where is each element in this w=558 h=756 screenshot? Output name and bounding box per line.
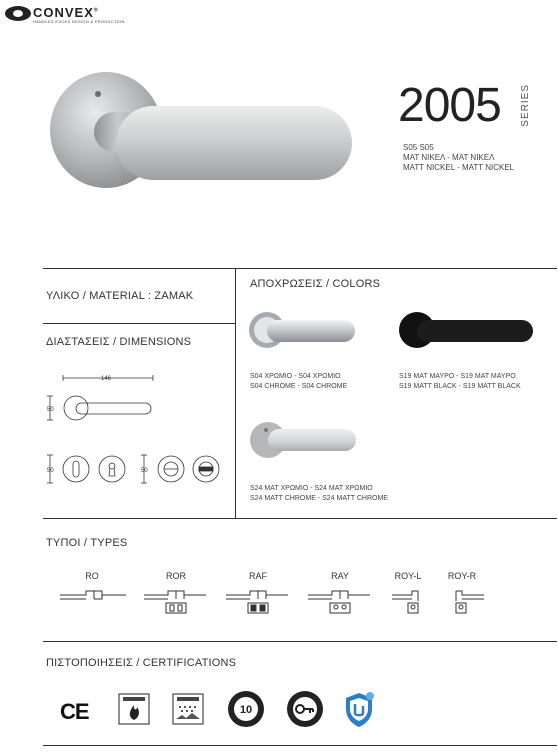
color-swatch-black (397, 306, 537, 362)
warranty-badge-icon (227, 690, 265, 728)
type-label-roy-l: ROY-L (394, 571, 422, 581)
divider-top (43, 268, 557, 269)
finish-code: S05 S05 (403, 143, 434, 152)
dim-rose: 50 (47, 407, 54, 413)
series-label: SERIES (520, 84, 531, 127)
dim-escutcheon-left: 50 (47, 468, 54, 474)
brand-logo-icon (5, 6, 31, 21)
salt-spray-test-icon (172, 693, 204, 725)
quality-key-badge-icon (286, 690, 324, 728)
type-label-roy-r: ROY-R (447, 571, 477, 581)
series-number: 2005 (398, 79, 501, 132)
divider-bottom (43, 745, 557, 746)
dim-length: 146 (101, 376, 112, 382)
color-swatch-matt-chrome (248, 418, 358, 474)
certifications-title: ΠΙΣΤΟΠΟΙΗΣΕΙΣ / CERTIFICATIONS (46, 657, 237, 669)
color-chrome-english: S04 CHROME - S04 CHROME (250, 383, 348, 390)
material-label: ΥΛΙΚΟ / MATERIAL : ZAMAK (46, 290, 194, 302)
type-label-ray: RAY (331, 571, 349, 581)
type-label-ror: ROR (166, 571, 186, 581)
divider-types-top (43, 518, 557, 519)
colors-title: ΑΠΟΧΡΩΣΕΙΣ / COLORS (250, 278, 381, 290)
types-title: ΤΥΠΟΙ / TYPES (46, 537, 128, 549)
dimensions-title: ΔΙΑΣΤΑΣΕΙΣ / DIMENSIONS (46, 336, 192, 348)
brand-tagline: HANDLES ESCES DESIGN & PRODUCTION (33, 19, 125, 24)
dimensions-drawing (46, 370, 226, 490)
fire-rating-icon (118, 693, 150, 725)
dim-escutcheon-right: 50 (141, 468, 148, 474)
divider-material (43, 323, 235, 324)
color-black-english: S19 MATT BLACK - S19 MATT BLACK (399, 383, 521, 390)
ce-mark-icon: CE (60, 699, 89, 724)
antibacterial-shield-icon (342, 690, 376, 730)
color-matt-chrome-greek: S24 ΜΑΤ ΧΡΩΜΙΟ - S24 ΜΑΤ ΧΡΩΜΙΟ (250, 485, 373, 492)
finish-greek: ΜΑΤ ΝΙΚΕΛ - ΜΑΤ ΝΙΚΕΛ (403, 153, 495, 162)
divider-vertical (235, 268, 236, 518)
type-label-raf: RAF (249, 571, 267, 581)
warranty-years: 10 (239, 704, 253, 716)
color-black-greek: S19 ΜΑΤ ΜΑΥΡΟ - S19 ΜΑΤ ΜΑΥΡΟ (399, 373, 516, 380)
types-diagrams (56, 585, 496, 621)
divider-cert-top (43, 641, 557, 642)
color-matt-chrome-english: S24 MATT CHROME - S24 MATT CHROME (250, 495, 388, 502)
color-chrome-greek: S04 ΧΡΩΜΙΟ - S04 ΧΡΩΜΙΟ (250, 373, 341, 380)
color-swatch-chrome (247, 306, 357, 362)
product-handle-image (44, 70, 354, 200)
finish-english: MATT NICKEL - MATT NICKEL (403, 163, 515, 172)
type-label-ro: RO (85, 571, 99, 581)
brand-name: CONVEX® (33, 5, 99, 20)
